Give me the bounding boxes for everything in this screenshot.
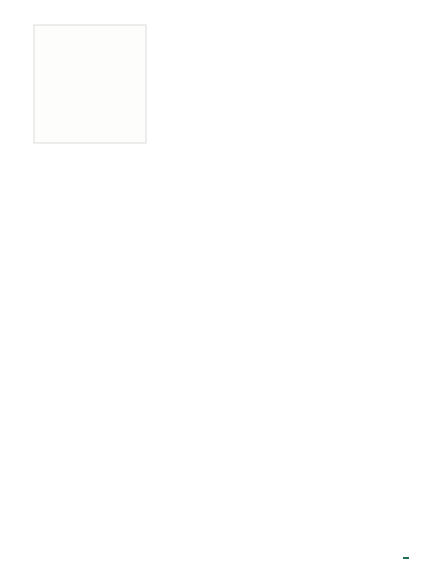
panel-a: [34, 25, 146, 143]
right-column: [218, 315, 408, 543]
page-footer: [400, 557, 409, 559]
page-number: [403, 557, 409, 559]
left-column: [20, 315, 210, 543]
body-text: [20, 315, 407, 543]
figure-4: [24, 21, 406, 276]
